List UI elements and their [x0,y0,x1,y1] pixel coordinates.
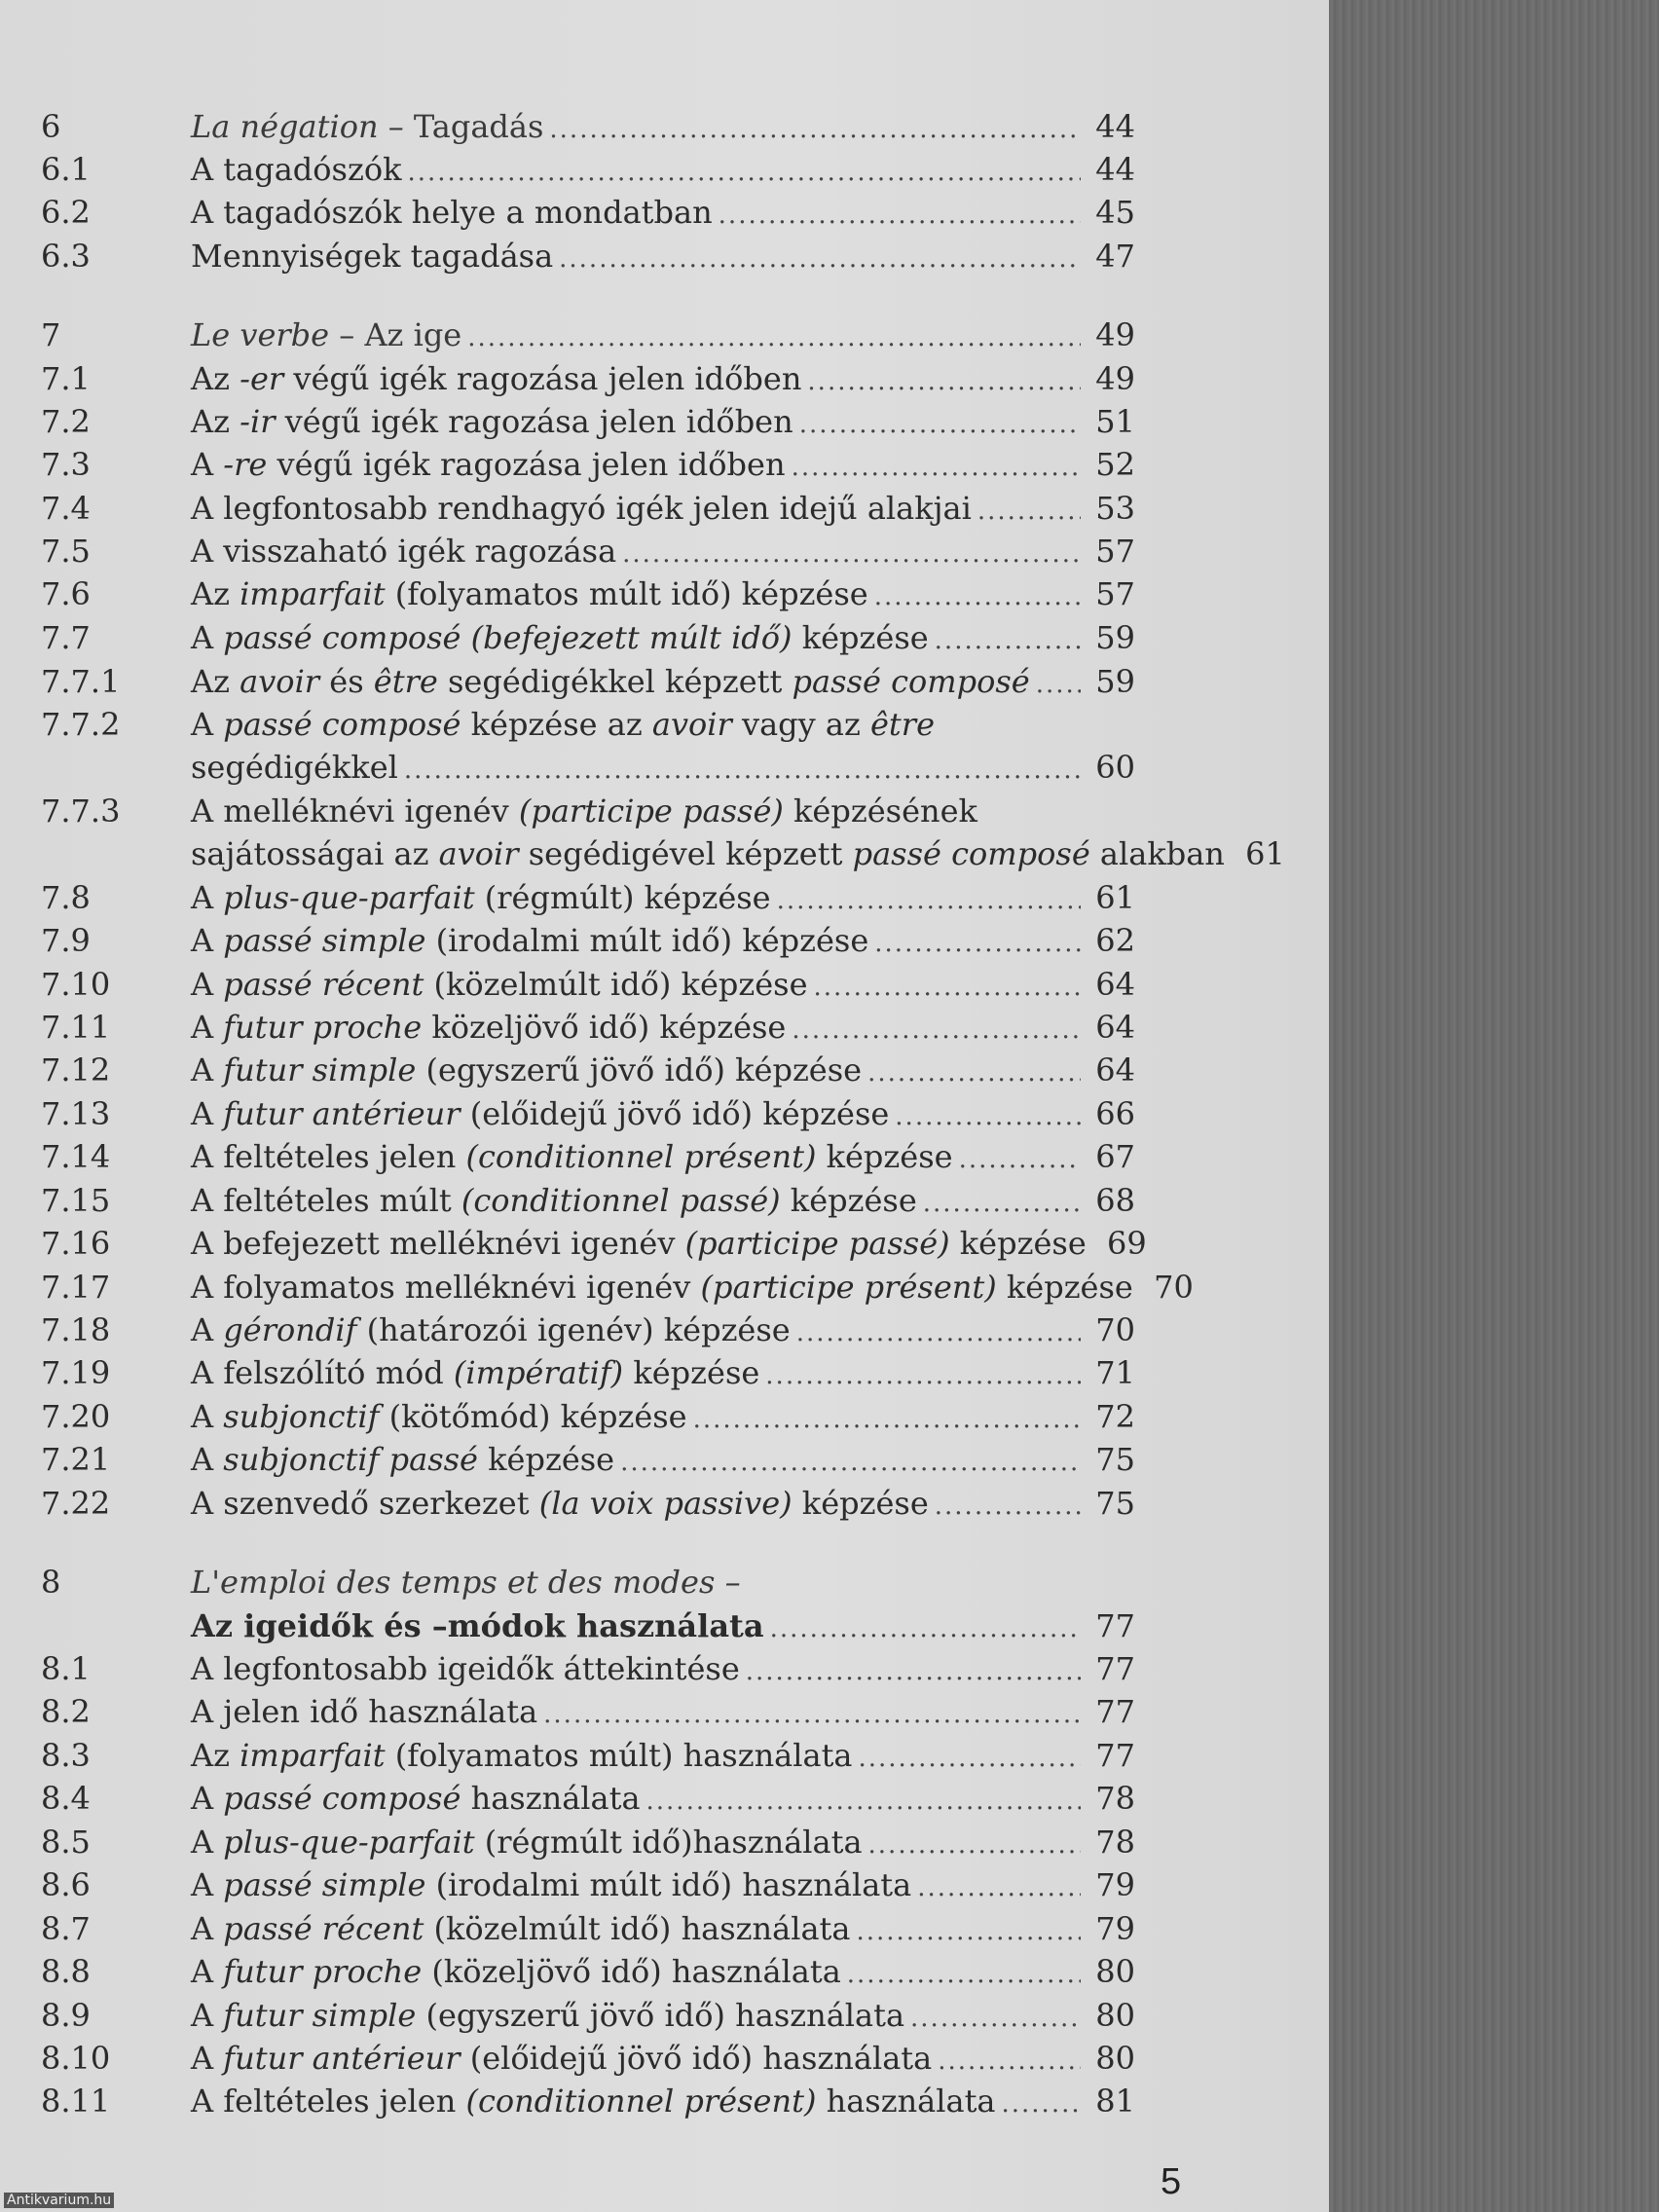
toc-entry-number: 7.17 [41,1269,111,1306]
toc-entry-number: 7.20 [41,1398,111,1435]
toc-entry [0,572,1329,615]
toc-entry-number: 6 [41,108,61,145]
toc-entry-number: 7.6 [41,575,91,612]
toc-entry-page: 57 [1095,575,1135,612]
toc-entry-title: La négation – Tagadás [191,108,544,145]
toc-entry-page: 61 [1095,879,1135,916]
toc-entry-line [191,1777,1135,1820]
toc-entry-page: 52 [1095,446,1135,483]
toc-entry-page: 67 [1095,1138,1135,1175]
toc-entry-title: Az -ir végű igék ragozása jelen időben [191,403,793,440]
toc-entry-title: A subjonctif passé képzése [191,1441,615,1478]
toc-entry [0,1006,1329,1049]
toc-entry-title: Le verbe – Az ige [191,316,462,353]
dot-leader [874,575,1081,618]
dot-leader [799,403,1081,446]
toc-entry-line [191,1092,1135,1135]
toc-entry-title: segédigékkel [191,749,398,786]
dot-leader [693,1398,1081,1441]
toc-entry-line [191,1647,1135,1690]
toc-entry-page: 75 [1095,1485,1135,1522]
toc-entry-line [191,313,1135,356]
dot-leader [765,1354,1081,1397]
toc-entry-line [191,1907,1135,1950]
toc-chapter-entry [0,1561,1329,1604]
toc-entry [0,487,1329,530]
toc-entry [0,530,1329,572]
toc-entry-title: A legfontosabb igeidők áttekintése [191,1650,740,1687]
toc-entry-page: 68 [1095,1182,1135,1219]
toc-entry-number: 7.19 [41,1354,111,1391]
dot-leader [923,1182,1081,1225]
toc-entry-title: A futur simple (egyszerű jövő idő) használata [191,1997,905,2034]
toc-entry-line [191,1395,1135,1438]
toc-entry [0,1690,1329,1733]
toc-entry [0,790,1329,832]
dot-leader [867,1051,1081,1094]
toc-entry-page: 77 [1095,1693,1135,1730]
toc-chapter-entry [0,313,1329,356]
toc-entry-title: A futur simple (egyszerű jövő idő) képzése [191,1051,863,1088]
toc-entry-number: 6.3 [41,238,91,275]
dot-leader [646,1780,1081,1823]
toc-entry-number: 8.1 [41,1650,91,1687]
toc-entry [0,919,1329,962]
toc-entry-title: A jelen idő használata [191,1693,538,1730]
toc-entry-line [191,1821,1135,1863]
toc-entry-number: 8.2 [41,1693,91,1730]
toc-entry [0,1135,1329,1178]
toc-entry-title: A futur proche (közeljövő idő) használata [191,1953,841,1990]
toc-entry-title: L'emploi des temps et des modes – [191,1564,741,1601]
toc-entry-title: A szenvedő szerkezet (la voix passive) képzése [191,1485,929,1522]
toc-entry-page: 64 [1095,1009,1135,1046]
toc-entry-title: Az avoir és être segédigékkel képzett passé composé [191,663,1030,700]
toc-entry-page: 64 [1095,1051,1135,1088]
toc-entry-number: 7.4 [41,490,91,527]
toc-entry [0,1863,1329,1906]
toc-entry-title: A -re végű igék ragozása jelen időben [191,446,786,483]
toc-entry [0,746,1329,789]
toc-entry-page: 47 [1095,238,1135,275]
toc-entry [0,660,1329,703]
toc-entry [0,1647,1329,1690]
toc-entry-title: A passé composé képzése az avoir vagy az être [191,706,936,743]
toc-entry-page: 44 [1095,151,1135,188]
toc-entry [0,400,1329,443]
toc-entry-page: 69 [1107,1225,1147,1262]
dot-leader [874,922,1081,965]
toc-entry-number: 6.2 [41,194,91,231]
toc-entry-number: 7.5 [41,533,91,570]
dot-leader [559,238,1081,280]
toc-entry-line [191,1734,1135,1777]
toc-entry-title: A feltételes jelen (conditionnel présent) képzése [191,1138,953,1175]
toc-entry-title: A visszaható igék ragozása [191,533,617,570]
toc-entry [0,2037,1329,2080]
toc-entry-title: A futur antérieur (előidejű jövő idő) képzése [191,1095,890,1132]
toc-entry-page: 80 [1095,2040,1135,2077]
toc-entry-page: 64 [1095,966,1135,1003]
dot-leader [859,1737,1082,1780]
toc-entry [0,1179,1329,1222]
toc-entry [0,357,1329,400]
dot-leader [938,2040,1081,2083]
toc-entry-title: A legfontosabb rendhagyó igék jelen idejű alakjai [191,490,972,527]
toc-entry-page: 59 [1095,619,1135,656]
toc-entry-line [191,1994,1135,2037]
toc-entry-page: 60 [1095,749,1135,786]
toc-entry-number: 7.12 [41,1051,111,1088]
toc-entry-title: A subjonctif (kötőmód) képzése [191,1398,687,1435]
toc-entry-line [191,919,1135,962]
dot-leader [1002,2083,1082,2125]
toc-entry-line [191,876,1135,919]
toc-entry-page: 70 [1095,1311,1135,1348]
toc-entry-line [191,1309,1135,1351]
dot-leader [777,879,1081,922]
toc-entry [0,1482,1329,1525]
toc-entry-title: A passé récent (közelmúlt idő) képzése [191,966,808,1003]
toc-entry-page: 53 [1095,490,1135,527]
toc-entry-title: A passé composé (befejezett múlt idő) képzése [191,619,929,656]
toc-entry-number: 7.7.3 [41,793,121,830]
toc-entry [0,191,1329,234]
toc-entry-page: 80 [1095,1997,1135,2034]
toc-entry-title: A passé composé használata [191,1780,641,1817]
toc-entry-number: 7.16 [41,1225,111,1262]
toc-entry-line [191,1438,1135,1481]
toc-entry [0,148,1329,191]
toc-entry-line [191,357,1135,400]
toc-entry [0,876,1329,919]
toc-entry-line [191,1351,1135,1394]
toc-entry-number: 8.5 [41,1824,91,1861]
toc-entry-number: 8.10 [41,2040,111,2077]
toc-entry [0,1438,1329,1481]
toc-entry-number: 7.15 [41,1182,111,1219]
toc-entry [0,963,1329,1006]
toc-entry [0,616,1329,659]
toc-entry-page: 59 [1095,663,1135,700]
toc-entry-title: Az imparfait (folyamatos múlt idő) képzése [191,575,868,612]
dot-leader [807,360,1081,403]
dot-leader [746,1650,1081,1693]
toc-entry-page: 49 [1095,360,1135,397]
toc-entry [0,1092,1329,1135]
toc-entry-line [191,530,1135,572]
dot-leader [549,108,1081,151]
toc-entry-number: 8 [41,1564,61,1601]
toc-entry-number: 8.7 [41,1910,91,1947]
toc-entry [0,1049,1329,1091]
toc-entry-title: A tagadószók [191,151,402,188]
dot-leader [959,1138,1081,1181]
dot-leader [935,1485,1081,1528]
toc-entry-line [191,616,1135,659]
dot-leader [770,1607,1081,1650]
toc-entry [0,1777,1329,1820]
toc-entry-title: A folyamatos melléknévi igenév (participe présent) képzése [191,1269,1133,1306]
toc-entry-page: 61 [1245,835,1285,872]
toc-entry-title: A plus-que-parfait (régmúlt) képzése [191,879,771,916]
toc-entry-number: 7.2 [41,403,91,440]
toc-entry-title: A futur antérieur (előidejű jövő idő) használata [191,2040,933,2077]
toc-entry-page: 79 [1095,1866,1135,1903]
toc-entry-number: 7.22 [41,1485,111,1522]
dot-leader [620,1441,1081,1484]
dot-leader [868,1824,1081,1866]
toc-entry-title: A passé simple (irodalmi múlt idő) képzése [191,922,869,959]
toc-entry-line [191,703,1135,746]
toc-entry-line [191,1863,1135,1906]
dot-leader [622,533,1081,575]
dot-leader [977,490,1081,533]
toc-entry-page: 44 [1095,108,1135,145]
toc-entry-number: 7.11 [41,1009,111,1046]
toc-entry-number: 8.4 [41,1780,91,1817]
dot-leader [814,966,1081,1009]
toc-entry-line [191,105,1135,148]
dot-leader [719,194,1081,237]
toc-entry-page: 75 [1095,1441,1135,1478]
toc-entry-line [191,790,1135,832]
toc-entry-page: 57 [1095,533,1135,570]
toc-entry-title: A passé récent (közelmúlt idő) használata [191,1910,851,1947]
toc-entry-number: 7.7.1 [41,663,121,700]
dot-leader [1036,663,1081,706]
toc-entry [0,235,1329,277]
toc-entry-title: A passé simple (irodalmi múlt idő) használata [191,1866,912,1903]
toc-entry-number: 7.10 [41,966,111,1003]
toc-entry-page: 81 [1095,2083,1135,2120]
toc-entry-line [191,746,1135,789]
toc-entry-title: Az -er végű igék ragozása jelen időben [191,360,802,397]
toc-entry [0,1994,1329,2037]
toc-entry-page: 70 [1154,1269,1194,1306]
dot-leader [856,1910,1081,1953]
toc-entry-title: A futur proche közeljövő idő) képzése [191,1009,787,1046]
toc-entry-page: 51 [1095,403,1135,440]
toc-entry-line [191,235,1135,277]
toc-entry-line [191,400,1135,443]
toc-entry-line [191,963,1135,1006]
dot-leader [467,316,1081,359]
toc-entry-number: 8.3 [41,1737,91,1774]
background-surface [1329,0,1659,2212]
toc-entry-page: 66 [1095,1095,1135,1132]
toc-entry-page: 78 [1095,1780,1135,1817]
toc-entry-number: 7.1 [41,360,91,397]
toc-entry-title: A plus-que-parfait (régmúlt idő)használata [191,1824,863,1861]
toc-entry-line [191,1604,1135,1647]
toc-entry [0,703,1329,746]
toc-entry [0,1907,1329,1950]
toc-entry [0,1351,1329,1394]
toc-chapter-entry [0,105,1329,148]
toc-entry-title: A gérondif (határozói igenév) képzése [191,1311,791,1348]
toc-entry-page: 72 [1095,1398,1135,1435]
toc-entry-number: 8.11 [41,2083,111,2120]
toc-entry-page: 79 [1095,1910,1135,1947]
toc-entry-number: 7.3 [41,446,91,483]
toc-entry [0,443,1329,486]
toc-entry-title: Mennyiségek tagadása [191,238,554,275]
dot-leader [543,1693,1081,1736]
toc-entry-line [191,1482,1135,1525]
toc-entry-line [191,443,1135,486]
toc-entry-page: 71 [1095,1354,1135,1391]
toc-entry [0,1309,1329,1351]
toc-entry [0,1222,1329,1265]
toc-entry-line [191,1135,1135,1178]
toc-entry [0,2080,1329,2122]
toc-entry-number: 7.18 [41,1311,111,1348]
toc-entry-title: A feltételes múlt (conditionnel passé) képzése [191,1182,917,1219]
toc-entry-page: 49 [1095,316,1135,353]
toc-entry-line [191,1266,1194,1309]
toc-entry-line [191,1006,1135,1049]
toc-entry-line [191,487,1135,530]
dot-leader [404,749,1081,792]
toc-entry-title: Az igeidők és –módok használata [191,1607,764,1644]
dot-leader [407,151,1081,194]
toc-entry-line [191,1950,1135,1993]
toc-entry-page: 62 [1095,922,1135,959]
dot-leader [796,1311,1081,1354]
toc-entry [0,1395,1329,1438]
toc-entry-title: A melléknévi igenév (participe passé) képzésének [191,793,977,830]
toc-entry-line [191,832,1285,875]
toc-entry-page: 45 [1095,194,1135,231]
toc-entry-line [191,1690,1135,1733]
dot-leader [792,1009,1081,1051]
toc-entry-number: 8.6 [41,1866,91,1903]
dot-leader [792,446,1081,489]
toc-entry-number: 7.7.2 [41,706,121,743]
toc-entry-line [191,148,1135,191]
dot-leader [917,1866,1081,1909]
toc-entry [0,832,1329,875]
toc-entry-line [191,1049,1135,1091]
toc-entry-page: 77 [1095,1650,1135,1687]
dot-leader [847,1953,1081,1996]
toc-entry-number: 7.8 [41,879,91,916]
toc-entry [0,1734,1329,1777]
toc-entry [0,1266,1329,1309]
toc-entry-page: 77 [1095,1737,1135,1774]
toc-entry-line [191,660,1135,703]
toc-entry-number: 7.7 [41,619,91,656]
page-number: 5 [1161,2161,1182,2202]
toc-entry-line [191,1222,1147,1265]
toc-entry-title: A befejezett melléknévi igenév (participe passé) képzése [191,1225,1087,1262]
toc-entry-line [191,2037,1135,2080]
toc-entry-number: 7.13 [41,1095,111,1132]
toc-entry-line [191,1561,1135,1604]
dot-leader [895,1095,1081,1138]
toc-entry-line [191,2080,1135,2122]
toc-entry-number: 8.9 [41,1997,91,2034]
toc-entry-title: A felszólító mód (impératif) képzése [191,1354,760,1391]
watermark: Antikvarium.hu [4,2193,114,2208]
toc-entry [0,1950,1329,1993]
toc-entry-number: 7.9 [41,922,91,959]
toc-entry-page: 78 [1095,1824,1135,1861]
toc-entry-page: 77 [1095,1607,1135,1644]
toc-entry-number: 8.8 [41,1953,91,1990]
toc-entry [0,1821,1329,1863]
toc-entry-line [191,191,1135,234]
toc-entry-line [191,1179,1135,1222]
toc-entry-page: 80 [1095,1953,1135,1990]
dot-leader [935,619,1081,662]
toc-entry-title: A feltételes jelen (conditionnel présent) használata [191,2083,996,2120]
toc-entry-number: 7 [41,316,61,353]
toc-entry-title: Az imparfait (folyamatos múlt) használata [191,1737,853,1774]
toc-entry-number: 7.21 [41,1441,111,1478]
toc-entry-line [191,572,1135,615]
toc-entry-number: 7.14 [41,1138,111,1175]
dot-leader [910,1997,1081,2040]
toc-entry [0,1604,1329,1647]
toc-entry-title: sajátosságai az avoir segédigével képzett passé composé alakban [191,835,1225,872]
toc-entry-title: A tagadószók helye a mondatban [191,194,713,231]
toc-entry-number: 6.1 [41,151,91,188]
